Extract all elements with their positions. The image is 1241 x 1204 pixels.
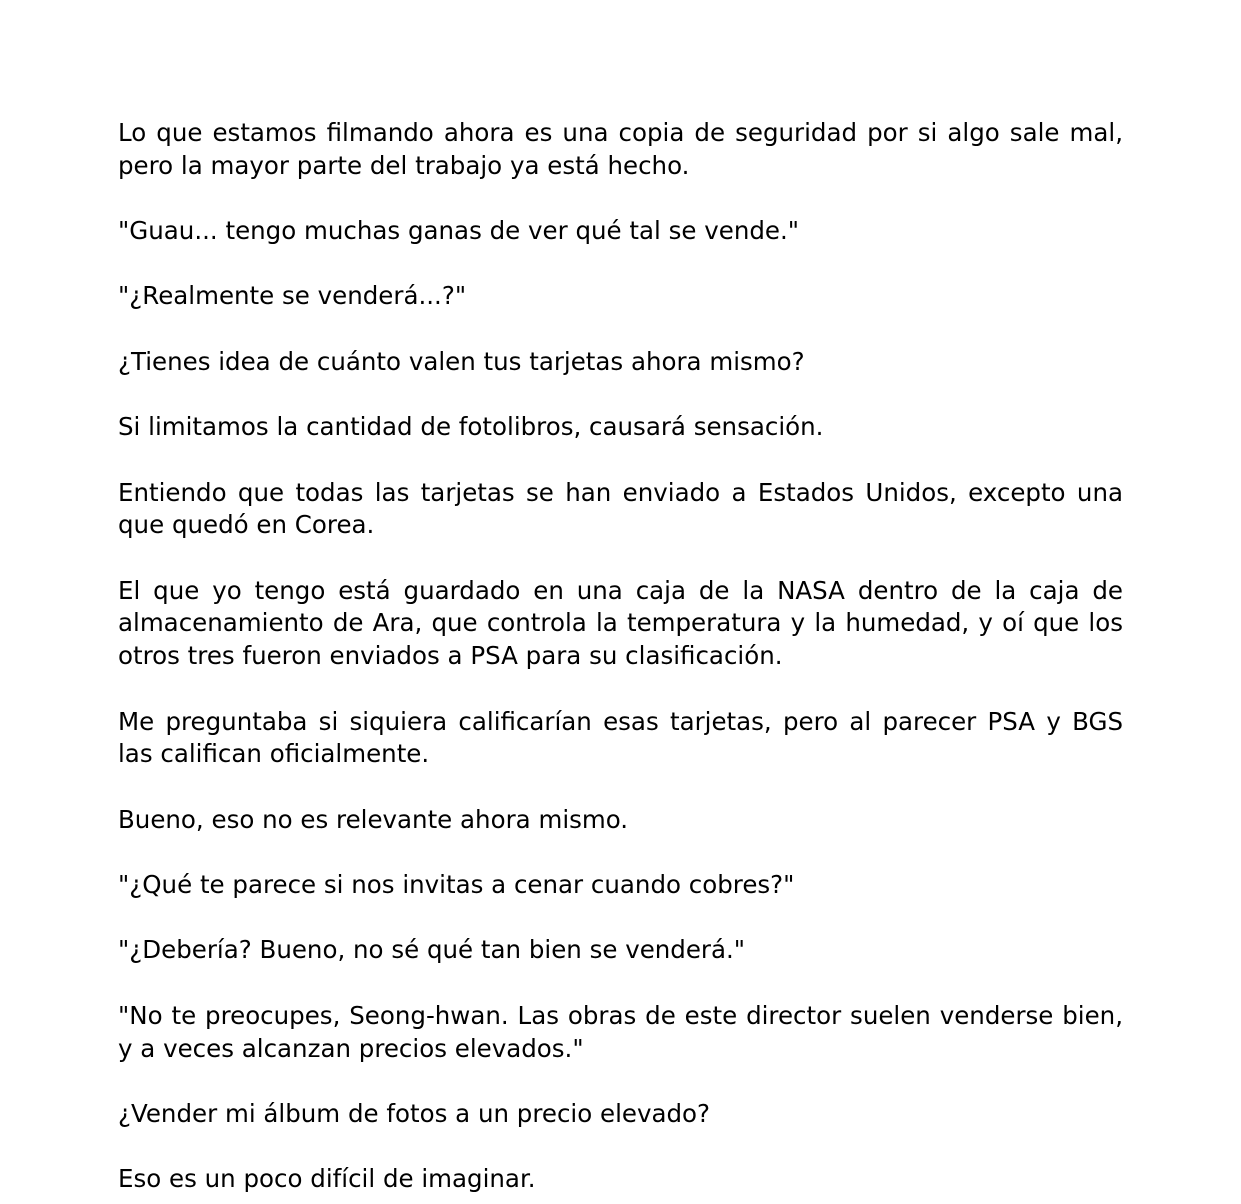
document-page [118, 117, 1123, 1196]
paragraph-4: ¿Tienes idea de cuánto valen tus tarjetas ahora mismo? [118, 346, 805, 376]
paragraph-11: "¿Debería? Bueno, no sé qué tan bien se venderá." [118, 935, 746, 965]
paragraph-13: ¿Vender mi álbum de fotos a un precio elevado? [118, 1098, 711, 1128]
paragraph-5: Si limitamos la cantidad de fotolibros, causará sensación. [118, 412, 824, 442]
paragraph-10: "¿Qué te parece si nos invitas a cenar cuando cobres?" [118, 870, 795, 900]
paragraph-14: Eso es un poco difícil de imaginar. [118, 1164, 536, 1194]
paragraph-9: Bueno, eso no es relevante ahora mismo. [118, 804, 629, 834]
paragraph-7: El que yo tengo está guardado en una caja de la NASA dentro de la caja de almacenamiento de Ara, que controla la temperatura y la humedad, y oí que los otros tres fueron enviados a PSA para su clasificación. [118, 575, 1123, 671]
paragraph-1: Lo que estamos filmando ahora es una copia de seguridad por si algo sale mal, pero la mayor parte del trabajo ya está hecho. [118, 118, 1123, 180]
paragraph-8: Me preguntaba si siquiera calificarían esas tarjetas, pero al parecer PSA y BGS las califican oficialmente. [118, 706, 1123, 769]
paragraph-12: "No te preocupes, Seong-hwan. Las obras de este director suelen venderse bien, y a veces alcanzan precios elevados." [118, 1000, 1123, 1063]
paragraph-2: "Guau... tengo muchas ganas de ver qué tal se vende." [118, 216, 800, 246]
paragraph-3: "¿Realmente se venderá...?" [118, 281, 467, 311]
paragraph-6: Entiendo que todas las tarjetas se han enviado a Estados Unidos, excepto una que quedó en Corea. [118, 477, 1123, 540]
